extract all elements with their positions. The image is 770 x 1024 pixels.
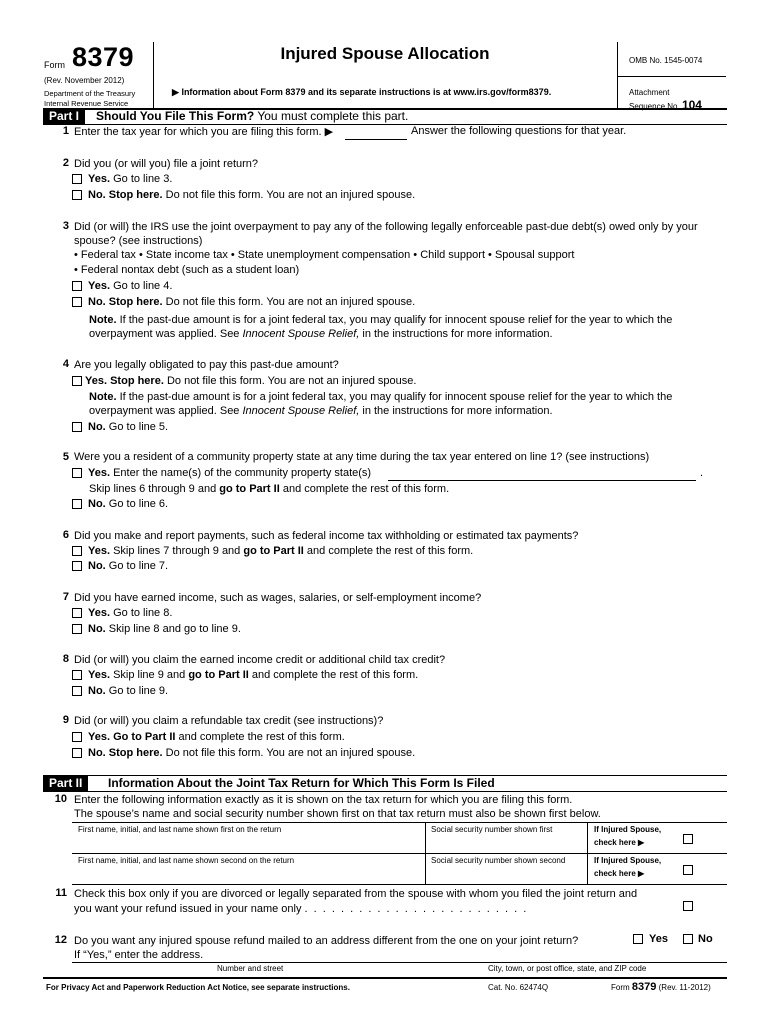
arrow-right-icon: ▶	[172, 87, 179, 97]
name-table-mid	[72, 853, 727, 854]
option-text: Skip line 8 and go to line 9.	[108, 623, 241, 635]
line2-text: Did you (or will you) file a joint return?	[74, 158, 259, 170]
part1-heading	[96, 109, 408, 124]
stop-label: Stop here.	[110, 375, 164, 387]
line10-text2: The spouse’s name and social security number shown first on that tax return must also be shown first below.	[74, 808, 601, 820]
footer-form-id	[611, 981, 711, 993]
go-to-part2: go to Part II	[243, 545, 304, 557]
line4-number: 4	[62, 358, 69, 370]
option-text: Go to line 5.	[108, 421, 169, 433]
line8-yes-checkbox[interactable]	[72, 670, 82, 680]
tax-year-input[interactable]	[345, 127, 407, 140]
part2-title: Information About the Joint Tax Return for Which This Form Is Filed	[108, 776, 495, 790]
line4-note2	[89, 404, 553, 418]
line7-yes-option	[72, 606, 172, 620]
line4-yes-option	[72, 374, 416, 388]
line5-no-option	[72, 497, 168, 511]
no-label: No.	[88, 421, 106, 433]
street-label: Number and street	[217, 964, 284, 973]
option-text: Go to line 3.	[113, 173, 173, 185]
line10-text1: Enter the following information exactly as it is shown on the tax return for which you are filing this form.	[74, 794, 573, 806]
line2-yes-checkbox[interactable]	[72, 174, 82, 184]
line12-text2: If “Yes,” enter the address.	[74, 949, 204, 961]
yes-label: Yes.	[88, 731, 111, 743]
line3-yes-checkbox[interactable]	[72, 281, 82, 291]
go-to-part2: go to Part II	[188, 669, 249, 681]
line9-yes-option	[72, 730, 345, 744]
footer-rule	[43, 977, 727, 979]
community-property-states-input[interactable]	[388, 468, 696, 481]
part1-label: Part I	[43, 109, 85, 124]
line3-yes-option	[72, 279, 172, 293]
line6-no-option	[72, 559, 168, 573]
line5-yes-option	[72, 466, 371, 480]
second-name-input[interactable]	[76, 867, 421, 879]
line4-no-option	[72, 420, 168, 434]
line3-no-option	[72, 295, 415, 309]
no-label: No.	[88, 623, 106, 635]
revision-date: (Rev. November 2012)	[44, 76, 125, 85]
leader-dots: . . . . . . . . . . . . . . . . . . . . . . . . .	[304, 903, 528, 915]
form-label: Form	[44, 60, 65, 70]
yes-label: Yes.	[88, 280, 111, 292]
yes-label: Yes.	[88, 173, 111, 185]
line4-text: Are you legally obligated to pay this past-due amount?	[74, 359, 339, 371]
name-table-bottom	[72, 884, 727, 885]
yes-label: Yes.	[88, 669, 111, 681]
first-ssn-label: Social security number shown first	[431, 825, 553, 834]
first-ssn-input[interactable]	[429, 836, 583, 848]
skip-text: Skip lines 6 through 9 and	[89, 483, 217, 495]
line11-text1: Check this box only if you are divorced or legally separated from the spouse with whom you filed the joint return and	[74, 888, 638, 900]
header-divider-left	[153, 42, 154, 108]
go-to-part2: Go to Part II	[113, 731, 176, 743]
note-reference: Innocent Spouse Relief,	[242, 328, 360, 340]
option-text: Do not file this form. You are not an injured spouse.	[165, 296, 416, 308]
skip-text: and complete the rest of this form.	[282, 483, 450, 495]
option-text: Skip line 9 and	[113, 669, 186, 681]
no-label: No.	[88, 296, 106, 308]
option-text: and complete the rest of this form.	[251, 669, 419, 681]
line9-no-option	[72, 746, 415, 760]
option-text: Go to line 9.	[108, 685, 169, 697]
line4-no-checkbox[interactable]	[72, 422, 82, 432]
line1-after: Answer the following questions for that year.	[411, 125, 627, 137]
option-text: and complete the rest of this form.	[178, 731, 345, 743]
line12-yes-checkbox[interactable]	[633, 934, 643, 944]
omb-number: OMB No. 1545-0074	[629, 56, 703, 65]
option-text: and complete the rest of this form.	[306, 545, 474, 557]
line3-number: 3	[62, 220, 69, 232]
line3-note2	[89, 327, 553, 341]
note-reference: Innocent Spouse Relief,	[242, 405, 360, 417]
no-label: No.	[88, 560, 106, 572]
no-label: No.	[88, 498, 106, 510]
line5-period: .	[700, 467, 704, 479]
line2-yes-option	[72, 172, 172, 186]
option-text: Do not file this form. You are not an injured spouse.	[166, 375, 417, 387]
no-label: No.	[88, 189, 106, 201]
line9-yes-checkbox[interactable]	[72, 732, 82, 742]
info-text: Information about Form 8379 and its separate instructions is at www.irs.gov/form8379.	[181, 87, 552, 97]
yes-label: Yes	[649, 933, 668, 945]
option-text: Do not file this form. You are not an injured spouse.	[165, 747, 416, 759]
line3-text1: Did (or will) the IRS use the joint overpayment to pay any of the following legally enforceable past-due debt(s) owed only by your	[74, 221, 698, 233]
yes-label: Yes.	[88, 607, 111, 619]
line12-yes-option	[633, 932, 668, 946]
sequence-number: 104	[681, 98, 702, 112]
line3-debt-list2: • Federal nontax debt (such as a student loan)	[74, 264, 300, 276]
line7-no-option	[72, 622, 241, 636]
yes-label: Yes.	[88, 467, 111, 479]
stop-label: Stop here.	[108, 747, 163, 759]
line10-number: 10	[54, 793, 67, 805]
note-text: in the instructions for more information.	[362, 328, 553, 340]
city-label: City, town, or post office, state, and ZIP code	[488, 964, 647, 973]
no-label: No.	[88, 747, 106, 759]
catalog-number: Cat. No. 62474Q	[488, 983, 549, 992]
line1-number: 1	[62, 125, 69, 137]
line12-no-option	[683, 932, 713, 946]
part1-title: Should You File This Form?	[96, 109, 255, 123]
part2-rule	[43, 791, 727, 792]
first-name-input[interactable]	[76, 836, 421, 848]
omb-divider	[617, 76, 726, 77]
line4-yes-checkbox[interactable]	[72, 376, 82, 386]
note-text: overpayment was applied. See	[89, 328, 240, 340]
second-ssn-label: Social security number shown second	[431, 856, 566, 865]
no-label: No.	[88, 685, 106, 697]
yes-label: Yes.	[85, 375, 108, 387]
name-table-top	[72, 822, 727, 823]
sequence-label: Sequence No.	[629, 102, 680, 111]
option-text: Go to line 8.	[113, 607, 173, 619]
line9-no-checkbox[interactable]	[72, 748, 82, 758]
second-ssn-input[interactable]	[429, 867, 583, 879]
note-text: overpayment was applied. See	[89, 405, 240, 417]
stop-label: Stop here.	[108, 189, 163, 201]
option-text: Enter the name(s) of the community property state(s)	[113, 467, 372, 479]
line2-no-option	[72, 188, 415, 202]
line7-no-checkbox[interactable]	[72, 624, 82, 634]
line8-no-checkbox[interactable]	[72, 686, 82, 696]
option-text: Go to line 7.	[108, 560, 169, 572]
go-to-part2: go to Part II	[219, 483, 280, 495]
first-name-label: First name, initial, and last name shown first on the return	[78, 825, 282, 834]
option-text: Go to line 4.	[113, 280, 173, 292]
note-label: Note.	[89, 391, 117, 403]
name-table-divider2	[587, 822, 588, 884]
line11-label: you want your refund issued in your name only	[74, 903, 302, 915]
line11-text2	[74, 902, 528, 916]
line12-no-checkbox[interactable]	[683, 934, 693, 944]
info-line	[172, 87, 551, 98]
note-text: If the past-due amount is for a joint federal tax, you may qualify for innocent spouse relief for the year to which the	[119, 391, 673, 403]
option-text: Go to line 6.	[108, 498, 169, 510]
footer-revision: (Rev. 11-2012)	[658, 983, 711, 992]
line4-note1	[89, 390, 672, 404]
line11-number: 11	[55, 887, 67, 899]
line3-text2: spouse? (see instructions)	[74, 235, 203, 247]
line5-text: Were you a resident of a community property state at any time during the tax year entered on line 1? (see instructions)	[74, 451, 650, 463]
department-line1: Department of the Treasury	[44, 89, 136, 98]
note-text: in the instructions for more information.	[362, 405, 553, 417]
form-number: 8379	[72, 42, 135, 72]
privacy-notice: For Privacy Act and Paperwork Reduction Act Notice, see separate instructions.	[46, 983, 350, 992]
line2-number: 2	[62, 157, 69, 169]
line8-text: Did (or will) you claim the earned income credit or additional child tax credit?	[74, 654, 446, 666]
injured-spouse-second-checkbox[interactable]	[683, 865, 693, 875]
line9-text: Did (or will) you claim a refundable tax credit (see instructions)?	[74, 715, 384, 727]
line5-skip	[89, 482, 449, 496]
name-table-divider1	[425, 822, 426, 884]
line5-no-checkbox[interactable]	[72, 499, 82, 509]
line3-no-checkbox[interactable]	[72, 297, 82, 307]
option-text: Do not file this form. You are not an injured spouse.	[165, 189, 416, 201]
line6-number: 6	[62, 529, 69, 541]
option-text: Skip lines 7 through 9 and	[113, 545, 241, 557]
line7-text: Did you have earned income, such as wages, salaries, or self-employment income?	[74, 592, 482, 604]
line5-number: 5	[62, 451, 69, 463]
part1-subtitle: You must complete this part.	[257, 109, 409, 123]
note-label: Note.	[89, 314, 117, 326]
line8-no-option	[72, 684, 168, 698]
form-title: Injured Spouse Allocation	[280, 44, 490, 63]
line12-text1: Do you want any injured spouse refund mailed to an address different from the one on your joint return?	[74, 935, 579, 947]
line2-no-checkbox[interactable]	[72, 190, 82, 200]
line1-text: Enter the tax year for which you are filing this form. ▶	[74, 126, 334, 138]
line6-no-checkbox[interactable]	[72, 561, 82, 571]
yes-label: Yes.	[88, 545, 111, 557]
line3-note1	[89, 313, 672, 327]
attachment-label: Attachment	[629, 88, 670, 97]
injured-spouse-label2: If Injured Spouse,	[594, 856, 662, 865]
department-line2: Internal Revenue Service	[44, 99, 129, 108]
line7-yes-checkbox[interactable]	[72, 608, 82, 618]
line8-number: 8	[62, 653, 69, 665]
part2-label: Part II	[43, 776, 88, 791]
address-top-rule	[72, 962, 727, 963]
check-here-label2: check here ▶	[594, 869, 645, 878]
footer-form-number: 8379	[631, 981, 657, 993]
line5-yes-checkbox[interactable]	[72, 468, 82, 478]
injured-spouse-label1: If Injured Spouse,	[594, 825, 662, 834]
line8-yes-option	[72, 668, 418, 682]
line9-number: 9	[62, 714, 69, 726]
divorced-separated-checkbox[interactable]	[683, 901, 693, 911]
second-name-label: First name, initial, and last name shown second on the return	[78, 856, 295, 865]
injured-spouse-first-checkbox[interactable]	[683, 834, 693, 844]
line6-yes-checkbox[interactable]	[72, 546, 82, 556]
line6-yes-option	[72, 544, 473, 558]
line3-debt-list1: • Federal tax • State income tax • State unemployment compensation • Child support • Spousal support	[74, 249, 575, 261]
header-divider-right	[617, 42, 618, 108]
line6-text: Did you make and report payments, such as federal income tax withholding or estimated tax payments?	[74, 530, 579, 542]
note-text: If the past-due amount is for a joint federal tax, you may qualify for innocent spouse relief for the year to which the	[119, 314, 673, 326]
stop-label: Stop here.	[108, 296, 163, 308]
line12-number: 12	[54, 934, 67, 946]
no-label: No	[698, 933, 713, 945]
line7-number: 7	[62, 591, 69, 603]
check-here-label1: check here ▶	[594, 838, 645, 847]
footer-form-word: Form	[611, 983, 630, 992]
